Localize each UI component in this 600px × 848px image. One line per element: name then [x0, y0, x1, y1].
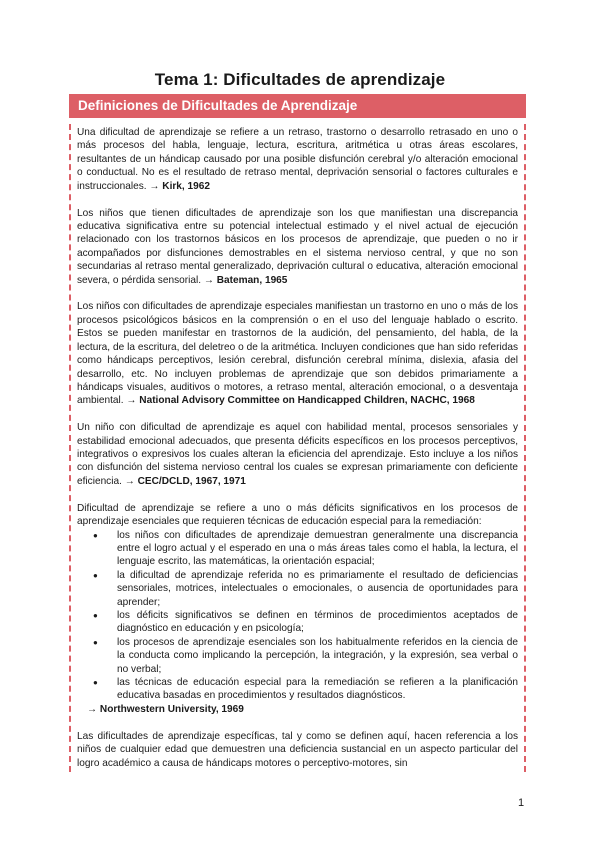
- definition-text: Los niños que tienen dificultades de aprendizaje son los que manifiestan una discrepancia educativa significativa entre su potencial intelectual estimado y el nivel actual de ejecución relacionado con los trastornos básicos en los procesos de aprendizaje, que pueden o no ir acompañados por disfunciones demostrables en el sistema nervioso central, y que no son secundarias al retraso mental generalizado, deprivación cultural o educativa, alteración emocional severa, o pérdida sensorial.: [77, 207, 518, 286]
- definitions-box: [69, 124, 526, 772]
- citation: → CEC/DCLD, 1967, 1971: [124, 475, 246, 487]
- page-number: 1: [518, 797, 525, 809]
- definition-text: Una dificultad de aprendizaje se refiere a un retraso, trastorno o desarrollo retrasado en uno o más procesos del habla, lenguaje, lectura, escritura, aritmética u otras áreas escolares, resultantes de un hándicap causado por una posible disfunción cerebral y/o alteración emocional o conductual. No es el resultado de retraso mental, deprivación sensorial o factores culturales e instruccionales.: [77, 127, 518, 192]
- criteria-list: [77, 529, 518, 703]
- citation: → Northwestern University, 1969: [87, 703, 244, 715]
- list-item: ● los niños con dificultades de aprendizaje demuestran generalmente una discrepancia entre el logro actual y el esperado en una o más áreas tales como el habla, la lectura, el lenguaje escrito, las matemáticas, la orientación espacial;: [117, 529, 518, 569]
- section-header: Definiciones de Dificultades de Aprendizaje: [69, 94, 526, 118]
- citation: → National Advisory Committee on Handicapped Children, NACHC, 1968: [126, 395, 475, 407]
- list-item: ● los déficits significativos se definen en términos de procedimientos aceptados de diagnóstico en educación y en psicología;: [117, 609, 518, 636]
- list-intro-paragraph: Dificultad de aprendizaje se refiere a uno o más déficits significativos en los procesos de aprendizaje esenciales que requieren técnicas de educación especial para la remediación:: [77, 502, 518, 528]
- definition-paragraph-bateman: [77, 207, 518, 287]
- definition-paragraph-kirk: [77, 126, 518, 193]
- page-title: Tema 1: Dificultades de aprendizaje: [154, 70, 446, 89]
- definition-paragraph-last: Las dificultades de aprendizaje específicas, tal y como se definen aquí, hacen referencia a los niños de cualquier edad que demuestren una deficiencia sustancial en un aspecto particular del logro académico a causa de hándicaps motores o perceptivo-motores, sin: [77, 730, 518, 769]
- definition-paragraph-cec: [77, 421, 518, 488]
- citation: → Bateman, 1965: [203, 274, 288, 286]
- list-item: ● la dificultad de aprendizaje referida no es primariamente el resultado de deficiencias sensoriales, motrices, intelectuales o emocionales, o ausencia de oportunidades para aprender;: [117, 569, 518, 609]
- definition-text: Un niño con dificultad de aprendizaje es aquel con habilidad mental, procesos sensoriales y estabilidad emocional adecuados, que presenta déficits específicos en los procesos perceptivos, integrativos o expresivos los cuales alteran la eficiencia del aprendizaje. Esto incluye a los niños con disfunción del sistema nervioso central los cuales se expresan primariamente con deficiente eficiencia.: [77, 422, 518, 487]
- definition-paragraph-nachc: [77, 300, 518, 407]
- list-item: ● los procesos de aprendizaje esenciales son los habitualmente referidos en la ciencia de la conducta como implicando la percepción, la integración, y la expresión, sea verbal o no verbal;: [117, 636, 518, 676]
- list-item: ● las técnicas de educación especial para la remediación se refieren a la planificación educativa basadas en procedimientos y resultados diagnósticos.: [117, 676, 518, 703]
- definition-text: Los niños con dificultades de aprendizaje especiales manifiestan un trastorno en uno o más de los procesos psicológicos básicos en la comprensión o en el uso del lenguaje hablado o escrito. Estos se pueden manifestar en trastornos de la audición, del pensamiento, del habla, de la lectura, de la escritura, del deletreo o de la aritmética. Incluyen condiciones que han sido referidas como hándicaps perceptivos, lesión cerebral, disfunción cerebral mínima, dislexia, afasia del desarrollo, etc. No incluyen problemas de aprendizaje que son debidos primariamente a hándicaps visuales, auditivos o motores, a retraso mental, alteración emocional, o a desventaja ambiental.: [77, 301, 518, 407]
- citation: → Kirk, 1962: [149, 180, 210, 192]
